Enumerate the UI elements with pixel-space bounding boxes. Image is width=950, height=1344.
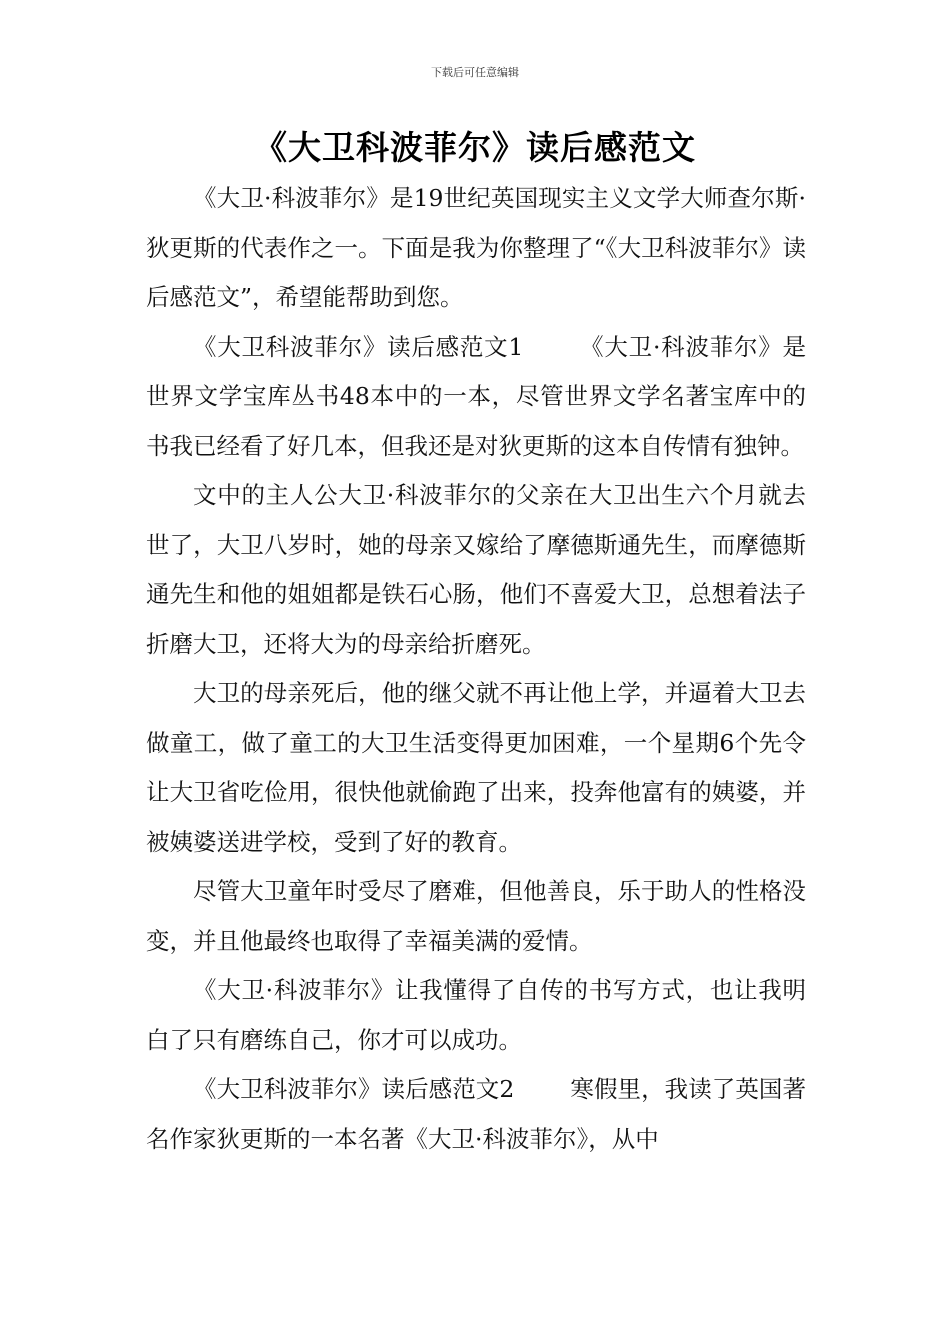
paragraph-body [146, 471, 806, 669]
paragraph-text: 《大卫·科波菲尔》是世界文学宝库丛书48本中的一本，尽管世界文学名著宝库中的书我已经看了好几本，但我还是对狄更斯的这本自传情有独钟。 [146, 332, 806, 460]
paragraph-essay-1 [146, 323, 806, 472]
header-note: 下载后可任意编辑 [431, 66, 519, 79]
section-heading: 《大卫科波菲尔》读后感范文1 [193, 332, 524, 361]
paragraph-text: 尽管大卫童年时受尽了磨难，但他善良，乐于助人的性格没变，并且他最终也取得了幸福美满的爱情。 [146, 877, 806, 955]
paragraph-intro [146, 174, 806, 323]
paragraph-text: 文中的主人公大卫·科波菲尔的父亲在大卫出生六个月就去世了，大卫八岁时，她的母亲又嫁给了摩德斯通先生，而摩德斯通先生和他的姐姐都是铁石心肠，他们不喜爱大卫，总想着法子折磨大卫，还将大为的母亲给折磨死。 [146, 481, 806, 658]
paragraph-text: 大卫的母亲死后，他的继父就不再让他上学，并逼着大卫去做童工，做了童工的大卫生活变得更加困难，一个星期6个先令让大卫省吃俭用，很快他就偷跑了出来，投奔他富有的姨婆，并被姨婆送进学校，受到了好的教育。 [146, 679, 806, 856]
document-body [146, 174, 806, 1164]
paragraph-body [146, 669, 806, 867]
section-heading: 《大卫科波菲尔》读后感范文2 [193, 1075, 515, 1103]
paragraph-text: 寒假里，我读了英国著名作家狄更斯的一本名著《大卫·科波菲尔》，从中 [146, 1075, 807, 1153]
paragraph-text: 《大卫·科波菲尔》是19世纪英国现实主义文学大师查尔斯·狄更斯的代表作之一。下面是我为你整理了“《大卫科波菲尔》读后感范文”，希望能帮助到您。 [146, 184, 806, 311]
document-title: 《大卫科波菲尔》读后感范文 [254, 128, 696, 167]
paragraph-essay-2 [146, 1065, 806, 1164]
paragraph-body [146, 867, 806, 966]
paragraph-text: 《大卫·科波菲尔》让我懂得了自传的书写方式，也让我明白了只有磨练自己，你才可以成功。 [146, 976, 806, 1054]
paragraph-body [146, 966, 806, 1065]
